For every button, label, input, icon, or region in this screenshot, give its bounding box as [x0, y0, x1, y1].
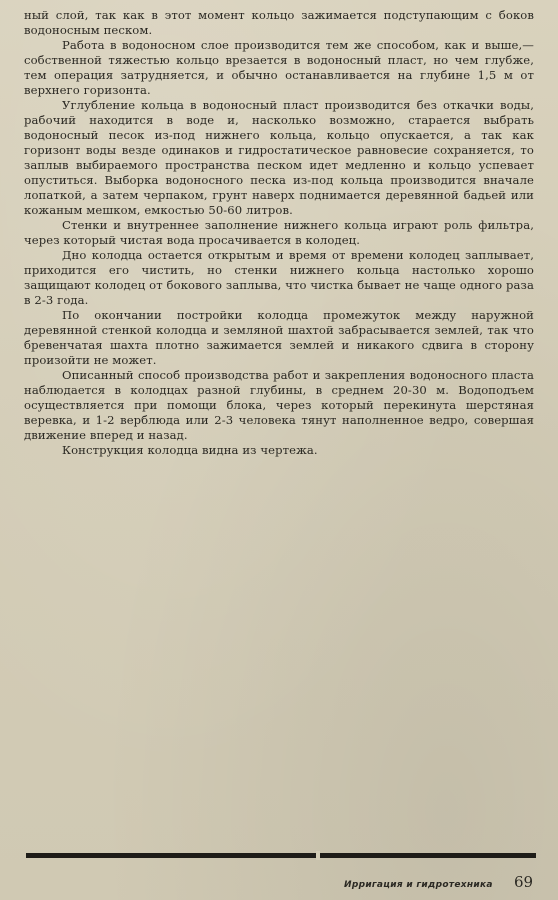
footer-rule-gap — [316, 851, 320, 860]
paragraph-5: Дно колодца остается открытым и время от времени колодец заплывает, приходится его чистить, но стенки нижнего кольца настолько хорошо защищают колодец от бокового заплыва, что чистка бывает не чаще одного раза в 2-3 года. — [24, 248, 534, 307]
page-number: 69 — [514, 873, 534, 891]
paragraph-7: Описанный способ производства работ и закрепления водоносного пласта наблюдается в колодцах разной глубины, в среднем 20-30 м. Водоподъем осуществляется при помощи блока, через который перекинута шерстяная веревка, и 1-2 верблюда или 2-3 человека тянут наполненное ведро, совершая движение вперед и назад. — [24, 368, 534, 442]
paragraph-2: Работа в водоносном слое производится тем же способом, как и выше,—собственной тяжестью кольцо врезается в водоносный пласт, но чем глубже, тем операция затрудняется, и обычно останавливается на глубине 1,5 м от верхнего горизонта. — [24, 38, 534, 97]
paragraph-6: По окончании постройки колодца промежуток между наружной деревянной стенкой колодца и земляной шахтой забрасывается землей, так что бревенчатая шахта плотно зажимается землей и никакого сдвига в сторону произойти не может. — [24, 308, 534, 367]
paragraph-1: ный слой, так как в этот момент кольцо зажимается подступающим с боков водоносным песком. — [24, 8, 534, 37]
body-text — [24, 8, 534, 458]
paragraph-8: Конструкция колодца видна из чертежа. — [62, 443, 318, 457]
paragraph-3: Углубление кольца в водоносный пласт производится без откачки воды, рабочий находится в воде и, насколько возможно, старается выбрать водоносный песок из-под нижнего кольца, кольцо опускается, а так как горизонт воды везде одинаков и гидростатическое равновесие сохраняется, то заплыв выбираемого пространства песком идет медленно и кольцо успевает опуститься. Выборка водоносного песка из-под кольца производится вначале лопаткой, а затем черпаком, грунт наверх поднимается деревянной бадьей или кожаным мешком, емкостью 50-60 литров. — [24, 98, 534, 217]
footer-rule — [26, 853, 536, 858]
paragraph-4: Стенки и внутреннее заполнение нижнего кольца играют роль фильтра, через который чистая вода просачивается в колодец. — [24, 218, 534, 247]
journal-name: Ирригация и гидротехника — [344, 880, 493, 890]
